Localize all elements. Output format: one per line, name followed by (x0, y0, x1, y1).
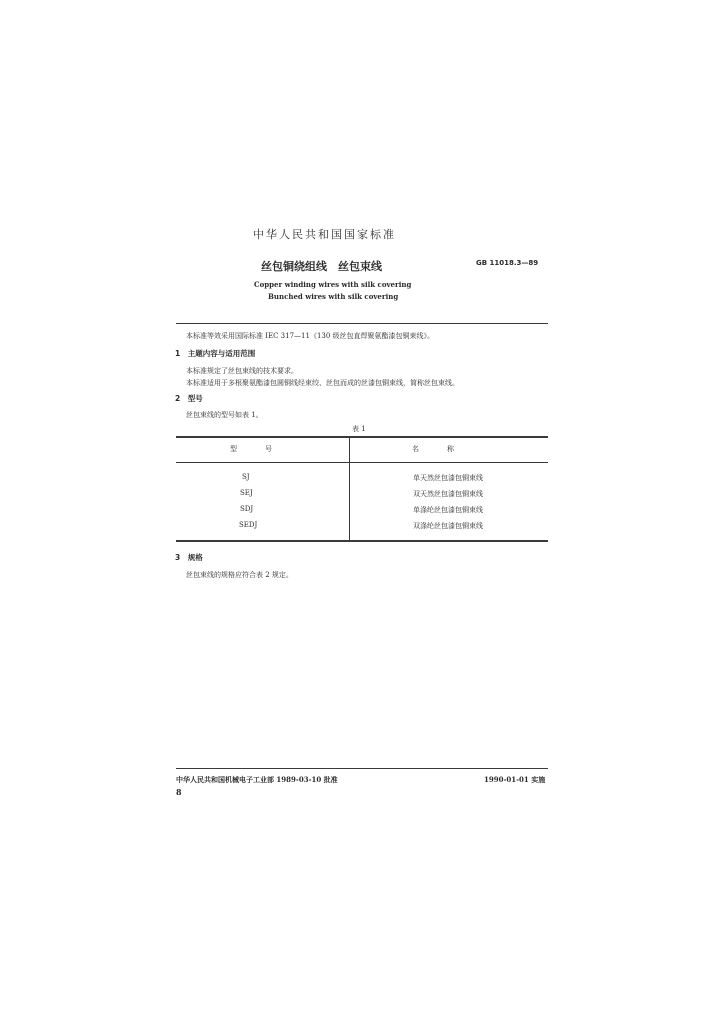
section-1-paragraph-1: 本标准规定了丝包束线的技术要求。 (186, 367, 298, 375)
table-row-1-model: SJ (242, 473, 250, 481)
table-row-3-name: 单涤纶丝包漆包铜束线 (413, 506, 483, 514)
section-2-paragraph: 丝包束线的型号如表 1。 (186, 411, 263, 419)
section-2-heading: 2 型号 (175, 394, 203, 403)
table-header-name: 名 称 (412, 445, 454, 453)
approval-notice: 中华人民共和国机械电子工业部 1989-03-10 批准 (176, 775, 338, 784)
table-header-rule (176, 462, 548, 463)
standard-number: GB 11018.3—89 (476, 259, 539, 267)
document-title-en-1: Copper winding wires with silk covering (254, 280, 412, 289)
table-row-2-name: 双天然丝包漆包铜束线 (413, 490, 483, 498)
document-title-cn: 丝包铜绕组线 丝包束线 (261, 260, 382, 273)
section-3-heading: 3 规格 (175, 553, 203, 562)
section-1-heading: 1 主题内容与适用范围 (175, 349, 256, 358)
page-number: 8 (176, 787, 182, 797)
effective-date: 1990-01-01 实施 (484, 775, 546, 784)
section-3-paragraph: 丝包束线的规格应符合表 2 规定。 (186, 571, 293, 579)
table-1-caption: 表 1 (352, 425, 366, 433)
table-column-divider (349, 437, 350, 541)
table-row-4-name: 双涤纶丝包漆包铜束线 (413, 522, 483, 530)
table-top-rule (176, 436, 548, 438)
document-title-en-2: Bunched wires with silk covering (268, 292, 399, 301)
header-divider (176, 323, 548, 324)
national-standard-title: 中华人民共和国国家标准 (253, 228, 396, 241)
table-row-1-name: 单天然丝包漆包铜束线 (413, 474, 483, 482)
table-row-2-model: SEJ (240, 489, 253, 497)
table-header-model: 型 号 (230, 445, 272, 453)
section-1-paragraph-2: 本标准适用于多根聚氨酯漆包圆铜线经束绞、丝包而成的丝漆包铜束线，简称丝包束线。 (186, 379, 459, 387)
table-row-4-model: SEDJ (239, 521, 258, 529)
intro-paragraph: 本标准等效采用国际标准 IEC 317—11《130 级丝包直焊聚氨酯漆包铜束线》。 (186, 332, 435, 340)
footer-divider (176, 768, 548, 769)
table-row-3-model: SDJ (240, 505, 254, 513)
table-bottom-rule (176, 540, 548, 542)
